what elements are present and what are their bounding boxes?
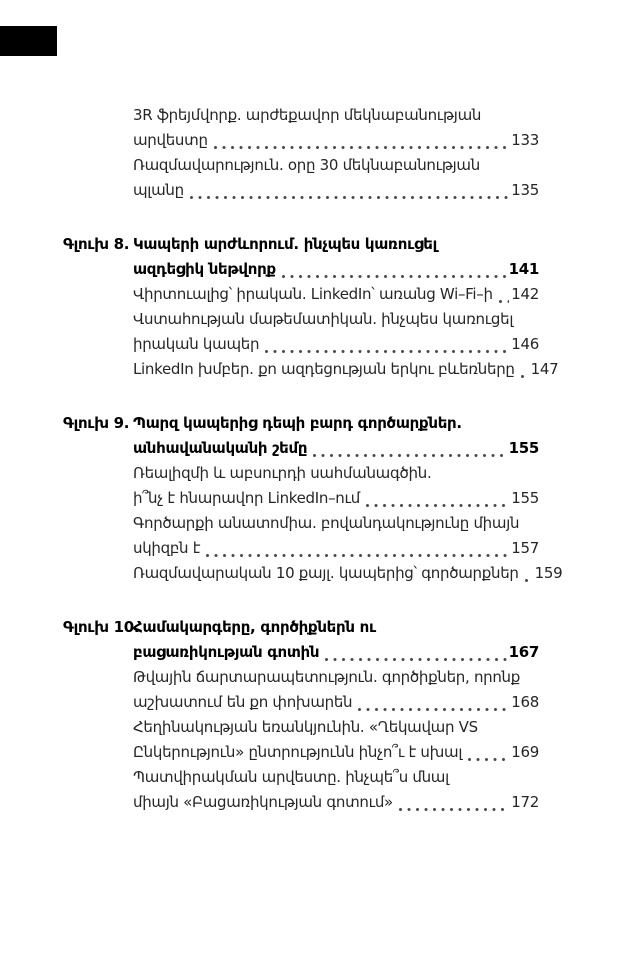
page-number: 142	[511, 285, 539, 303]
toc-section-chapter-9	[63, 411, 563, 586]
toc-entry	[133, 665, 539, 715]
chapter-heading	[63, 411, 539, 461]
toc-entry-row	[133, 128, 539, 153]
toc-entry-text: Թվային ճարտարապետություն. գործիքներ, որոնք	[133, 668, 521, 686]
dot-leader	[214, 128, 510, 153]
toc-section-continuation	[63, 103, 539, 203]
page-number: 159	[534, 564, 563, 582]
page-number: 157	[511, 539, 539, 557]
toc-entry-text: միայն «Բացառիկության գոտում»	[133, 793, 393, 811]
dot-leader	[313, 436, 506, 461]
toc-entry	[133, 511, 539, 561]
toc-entry	[133, 461, 539, 511]
toc-entry-text: Վստահության մաթեմատիկան. ինչպես կառուցել	[133, 310, 514, 328]
dot-leader	[399, 790, 509, 815]
toc-entry	[133, 153, 539, 203]
toc-entry	[133, 307, 539, 357]
dot-leader	[468, 740, 509, 765]
toc-entries	[133, 665, 539, 815]
toc-entry-row	[133, 561, 563, 586]
toc-entry-row	[133, 357, 559, 382]
toc-entry-text: Ռազմավարություն. օրը 30 մեկնաբանության	[133, 156, 480, 174]
toc-entry-text: իրական կապեր	[133, 335, 260, 353]
toc-entry-row	[133, 282, 539, 307]
chapter-title-text: անհավանականի շեմը	[133, 439, 308, 457]
toc-entry-row	[133, 178, 539, 203]
dot-leader	[206, 536, 509, 561]
toc-entry-text: աշխատում են քո փոխարեն	[133, 693, 353, 711]
toc-entry-text: Ռազմավարական 10 քայլ. կապերից՝ գործարքներ	[133, 564, 519, 582]
toc-entry	[133, 715, 539, 765]
toc-entries	[133, 461, 563, 586]
chapter-title-row	[133, 640, 539, 665]
dot-leader	[265, 332, 509, 357]
page-number: 169	[511, 743, 539, 761]
toc-entry-row	[133, 332, 539, 357]
chapter-title	[133, 411, 539, 461]
page-number: 135	[511, 181, 539, 199]
toc-entry-text: Հեղինակության եռանկյունին. «Ղեկավար VS	[133, 718, 478, 736]
page-number: 172	[511, 793, 539, 811]
page-number: 147	[530, 360, 559, 378]
toc-entry	[133, 765, 539, 815]
toc-entry-text: արվեստը	[133, 131, 208, 149]
toc-entry-row	[133, 536, 539, 561]
chapter-title	[133, 615, 539, 665]
chapter-label: Գլուխ 8.	[63, 235, 130, 253]
page-number: 133	[511, 131, 539, 149]
chapter-title-text: Պարզ կապերից դեպի բարդ գործարքներ.	[133, 414, 462, 432]
toc-entry-row	[133, 790, 539, 815]
toc-entry-text: Ընկերություն» ընտրությունն ինչո՞ւ է սխալ	[133, 743, 463, 761]
dot-leader	[525, 561, 533, 586]
page-number: 167	[508, 643, 539, 661]
toc-entry	[133, 357, 559, 382]
toc-entries	[133, 103, 539, 203]
scan-artifact-mark	[0, 26, 57, 56]
page-number: 155	[508, 439, 539, 457]
dot-leader	[366, 486, 509, 511]
chapter-label: Գլուխ 9.	[63, 414, 130, 432]
page-number: 141	[508, 260, 539, 278]
chapter-title-row	[133, 436, 539, 461]
page-number: 146	[511, 335, 539, 353]
toc-entry-row	[133, 740, 539, 765]
chapter-title-text: Կապերի արժևորում. ինչպես կառուցել	[133, 235, 437, 253]
page-number: 155	[511, 489, 539, 507]
dot-leader	[521, 357, 529, 382]
toc-entry-text: Պատվիրակման արվեստը. ինչպե՞ս մնալ	[133, 768, 449, 786]
toc-entry	[133, 561, 563, 586]
toc-entry-text: պլանը	[133, 181, 184, 199]
toc-entries	[133, 282, 559, 382]
toc-entry-text: LinkedIn խմբեր. քո ազդեցության երկու բևեռները	[133, 360, 515, 378]
toc-entry	[133, 103, 539, 153]
toc-section-chapter-10	[63, 615, 539, 815]
chapter-heading	[63, 232, 539, 282]
toc-entry-text: 3R ֆրեյմվորք. արժեքավոր մեկնաբանության	[133, 106, 482, 124]
toc-entry-text: սկիզբն է	[133, 539, 201, 557]
page-number: 168	[511, 693, 539, 711]
chapter-title	[133, 232, 539, 282]
chapter-heading	[63, 615, 539, 665]
toc-entry-text: Վիրտուալից՝ իրական. LinkedIn՝ առանց Wi–Fi–ի	[133, 285, 493, 303]
chapter-title-text: Համակարգերը, գործիքներն ու	[133, 618, 376, 636]
toc-entry-text: Ռեալիզմի և աբսուրդի սահմանագծին.	[133, 464, 432, 482]
dot-leader	[282, 257, 507, 282]
toc-entry-text: ի՞նչ է հնարավոր LinkedIn–ում	[133, 489, 360, 507]
toc-entry	[133, 282, 539, 307]
chapter-label: Գլուխ 10.	[63, 618, 140, 636]
table-of-contents	[63, 103, 563, 815]
toc-entry-row	[133, 690, 539, 715]
toc-section-chapter-8	[63, 232, 559, 382]
dot-leader	[325, 640, 506, 665]
chapter-title-text: ազդեցիկ նեթվորք	[133, 260, 276, 278]
dot-leader	[358, 690, 509, 715]
chapter-title-text: բացառիկության գոտին	[133, 643, 320, 661]
dot-leader	[499, 282, 510, 307]
chapter-title-row	[133, 257, 539, 282]
toc-entry-row	[133, 486, 539, 511]
dot-leader	[190, 178, 509, 203]
toc-entry-text: Գործարքի անատոմիա. բովանդակությունը միայն	[133, 514, 520, 532]
